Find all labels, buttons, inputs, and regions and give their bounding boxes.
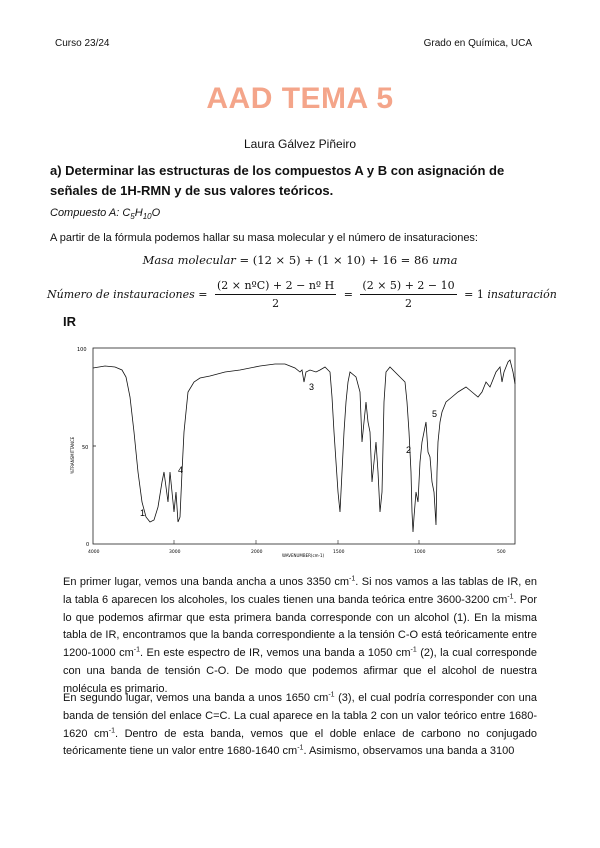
unsaturation-equation (47, 276, 557, 312)
p2-text-4: . Asimismo, observamos una banda a 3100 (303, 745, 515, 758)
fraction-substituted-denominator: 2 (405, 296, 413, 310)
p2-text-2: (3), el cual podría corresponder con una banda de tensión del enlace C=C. La cual aparece en la tabla 2 con un valor teórico entre 1680-1620 cm (63, 692, 537, 740)
x-axis-label: WAVENUMBER(cm-1) (282, 553, 325, 558)
formula-h: H (134, 207, 143, 219)
compound-label: Compuesto A: C (50, 207, 131, 219)
mass-unit: uma (432, 253, 458, 267)
fraction-general-denominator: 2 (272, 296, 280, 310)
fraction-general-numerator: (2 × nºC) + 2 − nº H (215, 279, 336, 295)
p1-sup-1: -1 (349, 575, 356, 583)
unsat-eq2: = (340, 287, 357, 301)
paragraph-alcohol-analysis (63, 574, 537, 699)
paragraph-alkene-analysis (63, 690, 537, 761)
unsat-result-unit: insaturación (487, 287, 557, 301)
molecular-mass-equation (0, 253, 600, 267)
unsat-eq1: = (194, 287, 211, 301)
p1-text-2: . Si nos vamos a las tablas de IR, en la tabla 6 aparecen los alcoholes, los cuales tienen una banda teórica entre 3600-3200 cm (63, 576, 537, 606)
p1-text-4: . En este espectro de IR, vemos una banda a 1050 cm (139, 647, 411, 660)
peak-label-4: 4 (178, 465, 184, 475)
x-tick-500: 500 (497, 550, 506, 555)
y-tick-0: 0 (86, 542, 90, 548)
formula-o: O (151, 207, 161, 219)
p1-text-1: En primer lugar, vemos una banda ancha a unos 3350 cm (63, 576, 350, 588)
compound-formula (50, 207, 160, 221)
document-title: AAD TEMA 5 (206, 82, 394, 115)
unsat-lhs: Número de instauraciones (47, 287, 195, 301)
p2-text-3: . Dentro de esta banda, vemos que el doble enlace de carbono no conjugado teóricamente tiene un valor entre 1680-1640 cm (63, 727, 537, 758)
p1-sup-3: -1 (133, 646, 140, 654)
ir-spectrum-image (60, 342, 530, 564)
x-tick-4000: 4000 (88, 550, 100, 555)
x-tick-3000: 3000 (169, 550, 181, 555)
author-name: Laura Gálvez Piñeiro (243, 137, 357, 151)
p2-sup-1: -1 (328, 691, 335, 699)
unsat-result: = 1 (460, 287, 488, 301)
header-degree: Grado en Química, UCA (423, 38, 532, 49)
p2-text-1: En segundo lugar, vemos una banda a unos 1650 cm (63, 692, 329, 704)
intro-text: A partir de la fórmula podemos hallar su masa molecular y el número de insaturaciones: (50, 232, 478, 244)
p2-sup-2: -1 (108, 726, 115, 734)
y-tick-100: 100 (77, 347, 87, 353)
fraction-substituted-numerator: (2 × 5) + 2 − 10 (360, 279, 456, 295)
question-heading: a) Determinar las estructuras de los compuestos A y B con asignación de señales de 1H-RMN y de sus valores teóricos. (50, 163, 505, 198)
y-tick-50: 50 (82, 445, 89, 451)
peak-label-2: 2 (406, 445, 412, 455)
x-tick-1000: 1000 (414, 550, 426, 555)
x-tick-2000: 2000 (251, 550, 263, 555)
p1-sup-4: -1 (410, 646, 417, 654)
fraction-substituted (360, 279, 456, 310)
mass-lhs: Masa molecular (142, 253, 236, 267)
mass-rhs: = (12 × 5) + (1 × 10) + 16 = 86 (235, 253, 433, 267)
formula-subscript-h: 10 (142, 212, 152, 222)
spectrum-frame (93, 348, 515, 544)
fraction-general (215, 279, 336, 310)
section-ir-heading: IR (63, 314, 76, 329)
peak-label-1: 1 (140, 508, 146, 518)
x-tick-1500: 1500 (333, 550, 345, 555)
spectrum-trace (93, 360, 515, 532)
peak-label-3: 3 (309, 382, 315, 392)
p1-text-3: . Por lo que podemos afirmar que esta primera banda corresponde con un alcohol (1). En la misma tabla de IR, encontramos que la banda correspondiente a la tensión C-O está teóricamente entre 1200-1000 cm (63, 593, 537, 660)
p1-text-5: (2), la cual corresponde con una banda de tensión C-O. De modo que podemos afirmar que el alcohol de nuestra molécula es primario. (63, 647, 537, 695)
header-course: Curso 23/24 (55, 38, 110, 49)
y-axis-label: %TRANSMITTANCE (70, 436, 75, 474)
p2-sup-3: -1 (297, 744, 304, 752)
formula-subscript-c: 5 (130, 212, 135, 222)
p1-sup-2: -1 (507, 593, 514, 601)
peak-label-5: 5 (432, 409, 438, 419)
